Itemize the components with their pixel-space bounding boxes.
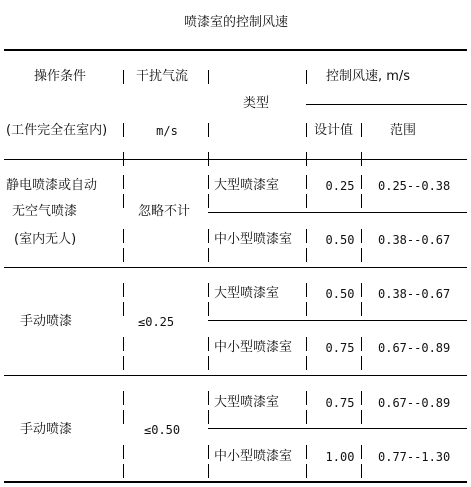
vdash: [306, 410, 307, 424]
group2-mid-rule: [208, 320, 467, 321]
vdash: [306, 70, 307, 84]
vdash: [306, 445, 307, 459]
vdash: [361, 175, 362, 189]
group2-disturbance: ≤0.25: [138, 315, 175, 329]
header-range: 范围: [390, 123, 417, 138]
group2-row2-type: 中小型喷漆室: [214, 340, 293, 355]
vdash: [123, 70, 124, 84]
vdash: [361, 464, 362, 478]
vdash: [361, 356, 362, 370]
vdash: [123, 356, 124, 370]
vdash: [208, 356, 209, 370]
header-type: 类型: [242, 96, 270, 111]
vdash: [208, 283, 209, 297]
group1-condition-line1: 静电喷漆或自动: [6, 178, 98, 193]
header-op-condition: 操作条件: [34, 69, 87, 84]
vtick: [208, 152, 209, 166]
vdash: [208, 302, 209, 316]
vdash: [123, 464, 124, 478]
vdash: [208, 410, 209, 424]
group1-row1-type: 大型喷漆室: [214, 178, 280, 193]
vdash: [208, 464, 209, 478]
vdash: [208, 229, 209, 243]
vdash: [306, 302, 307, 316]
header-op-condition-note: (工件完全在室内): [6, 123, 108, 138]
vdash: [361, 283, 362, 297]
group1-condition-line3: (室内无人): [14, 232, 77, 247]
group3-condition: 手动喷漆: [20, 422, 73, 437]
vdash: [361, 194, 362, 208]
vdash: [306, 356, 307, 370]
vdash: [208, 123, 209, 137]
vdash: [208, 248, 209, 262]
group3-row2-design: 1.00: [325, 450, 355, 464]
vdash: [123, 337, 124, 351]
vdash: [208, 391, 209, 405]
group3-disturbance: ≤0.50: [144, 423, 181, 437]
vdash: [123, 229, 124, 243]
group1-bottom-rule: [4, 267, 467, 268]
vdash: [208, 194, 209, 208]
header-disturbance: 干扰气流: [136, 69, 189, 84]
group3-row2-type: 中小型喷漆室: [214, 449, 293, 464]
group3-row1-type: 大型喷漆室: [214, 395, 280, 410]
bottom-rule: [4, 481, 467, 483]
vdash: [306, 123, 307, 137]
vdash: [123, 194, 124, 208]
vdash: [306, 337, 307, 351]
table-title: 喷漆室的控制风速: [183, 15, 289, 30]
vdash: [123, 391, 124, 405]
vdash: [306, 283, 307, 297]
group1-disturbance: 忽略不计: [138, 204, 191, 219]
control-speed-rule: [306, 104, 467, 105]
group1-mid-rule: [208, 212, 467, 213]
vdash: [123, 175, 124, 189]
header-disturbance-unit: m/s: [156, 124, 178, 138]
group1-row2-design: 0.50: [325, 233, 355, 247]
vdash: [123, 410, 124, 424]
vdash: [208, 175, 209, 189]
vdash: [208, 445, 209, 459]
group1-row1-design: 0.25: [325, 179, 355, 193]
vdash: [123, 248, 124, 262]
group3-row2-range: 0.77--1.30: [378, 450, 451, 464]
vdash: [361, 123, 362, 137]
vdash: [208, 70, 209, 84]
group1-row2-range: 0.38--0.67: [378, 233, 451, 247]
vdash: [123, 445, 124, 459]
vdash: [361, 410, 362, 424]
header-design-value: 设计值: [314, 123, 354, 138]
group3-row1-range: 0.67--0.89: [378, 396, 451, 410]
vdash: [361, 337, 362, 351]
vdash: [306, 248, 307, 262]
group3-row1-design: 0.75: [325, 396, 355, 410]
vdash: [361, 248, 362, 262]
group2-row1-range: 0.38--0.67: [378, 287, 451, 301]
vdash: [361, 445, 362, 459]
vtick: [306, 152, 307, 166]
group1-row2-type: 中小型喷漆室: [214, 232, 293, 247]
vtick: [361, 152, 362, 166]
vdash: [123, 123, 124, 137]
vdash: [361, 302, 362, 316]
vdash: [123, 302, 124, 316]
vdash: [361, 391, 362, 405]
vtick: [123, 152, 124, 166]
vdash: [306, 194, 307, 208]
group2-row2-range: 0.67--0.89: [378, 341, 451, 355]
vdash: [306, 175, 307, 189]
header-control-speed: 控制风速, m/s: [326, 69, 411, 84]
vdash: [306, 229, 307, 243]
group1-row1-range: 0.25--0.38: [378, 179, 451, 193]
group2-bottom-rule: [4, 375, 467, 376]
vdash: [123, 283, 124, 297]
vdash: [306, 391, 307, 405]
vdash: [208, 337, 209, 351]
group2-condition: 手动喷漆: [20, 314, 73, 329]
vdash: [306, 464, 307, 478]
group2-row1-type: 大型喷漆室: [214, 286, 280, 301]
group3-mid-rule: [208, 428, 467, 429]
group2-row2-design: 0.75: [325, 341, 355, 355]
group2-row1-design: 0.50: [325, 287, 355, 301]
vdash: [361, 229, 362, 243]
group1-condition-line2: 无空气喷漆: [12, 204, 78, 219]
header-bottom-rule: [4, 159, 467, 160]
top-rule: [4, 49, 467, 51]
